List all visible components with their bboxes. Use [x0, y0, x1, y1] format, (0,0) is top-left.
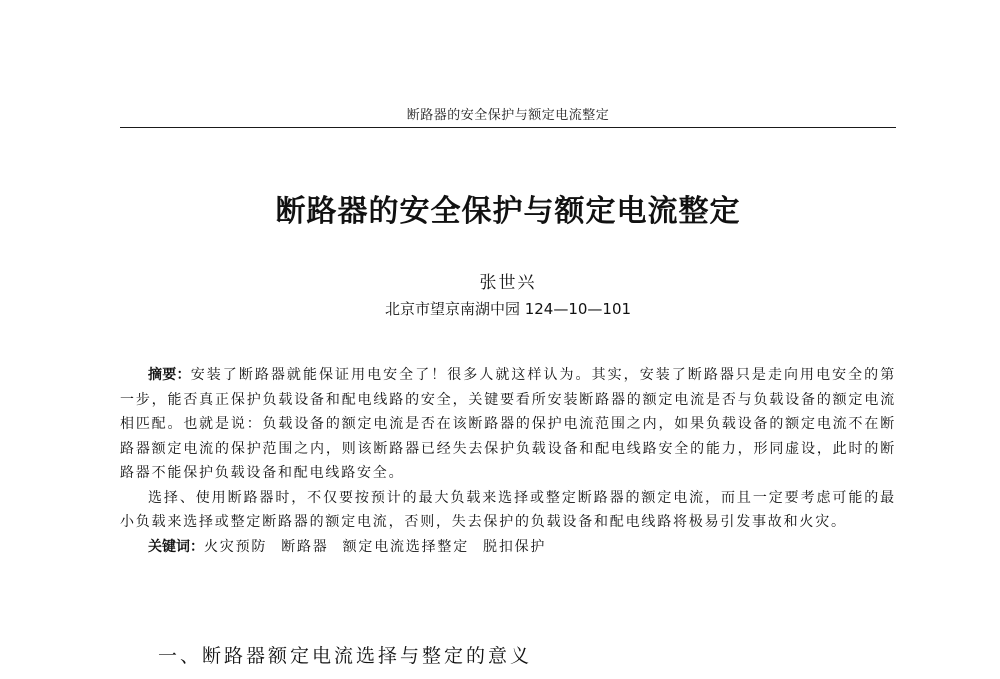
keywords-label: 关键词： [148, 538, 204, 555]
abstract-paragraph-1 [120, 363, 896, 486]
keyword-item: 额定电流选择整定 [342, 538, 470, 555]
keyword-item: 火灾预防 [204, 538, 268, 555]
section-heading: 一、断路器额定电流选择与整定的意义 [158, 645, 533, 667]
paper-title: 断路器的安全保护与额定电流整定 [275, 194, 741, 229]
abstract-paragraph-2: 选择、使用断路器时，不仅要按预计的最大负载来选择或整定断路器的额定电流，而且一定要考虑可能的最小负载来选择或整定断路器的额定电流，否则，失去保护的负载设备和配电线路将极易引发事故和火灾。 [120, 489, 896, 530]
abstract-block [120, 363, 896, 559]
author-affiliation: 北京市望京南湖中园 124—10—101 [384, 300, 632, 318]
header-rule [120, 127, 896, 128]
abstract-text-1: 安装了断路器就能保证用电安全了！很多人就这样认为。其实，安装了断路器只是走向用电安全的第一步，能否真正保护负载设备和配电线路的安全，关键要看所安装断路器的额定电流是否与负载设备的额定电流相匹配。也就是说：负载设备的额定电流是否在该断路器的保护电流范围之内，如果负载设备的额定电流不在断路器额定电流的保护范围之内，则该断路器已经失去保护负载设备和配电线路安全的能力，形同虚设，此时的断路器不能保护负载设备和配电线路安全。 [120, 367, 897, 481]
abstract-label: 摘要： [148, 367, 191, 383]
keywords-line [120, 535, 896, 560]
keyword-item: 脱扣保护 [483, 538, 547, 555]
author-name: 张世兴 [479, 273, 537, 293]
running-header: 断路器的安全保护与额定电流整定 [406, 108, 610, 123]
keyword-item: 断路器 [281, 538, 329, 555]
